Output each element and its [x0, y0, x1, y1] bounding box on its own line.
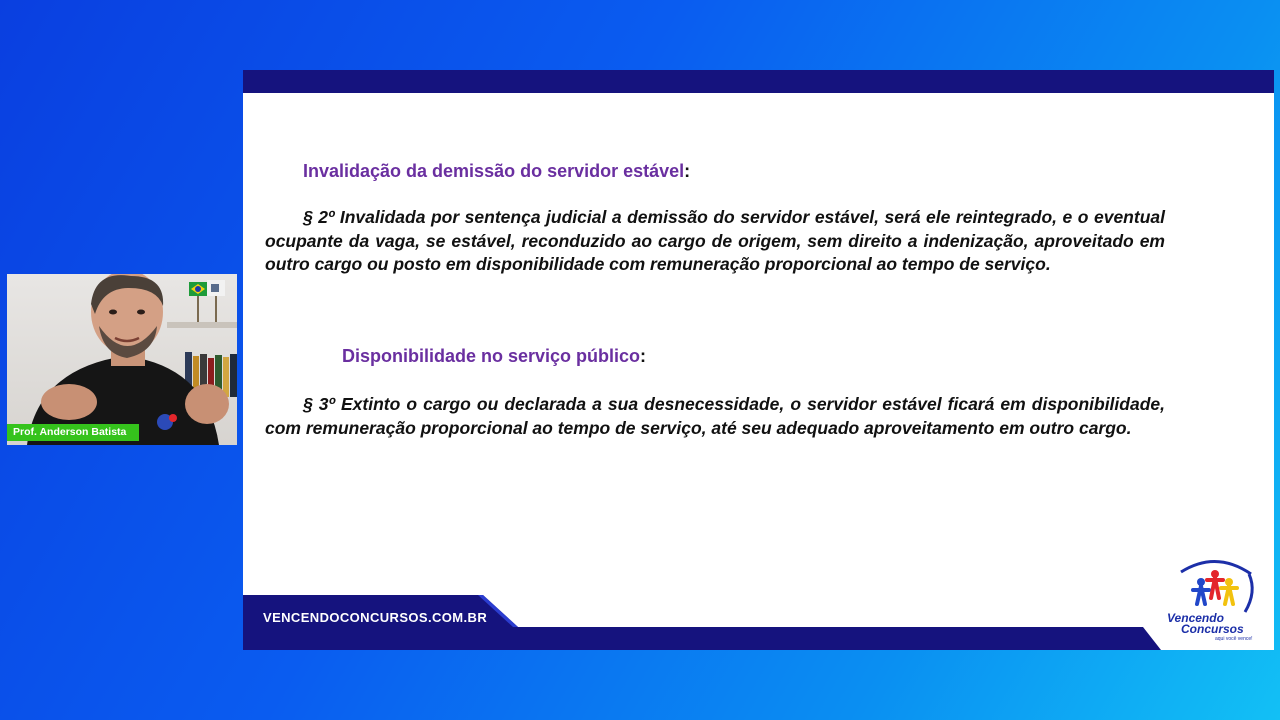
- slide-top-bar: [243, 70, 1274, 93]
- paragraph-2-text: § 2º Invalidada por sentença judicial a demissão do servidor estável, será ele reintegrado, e o eventual ocupante da vaga, se estável, reconduzido ao cargo de origem, sem direito a indenização, aproveitado em outro cargo ou posto em disponibilidade com remuneração proporcional ao tempo de serviço.: [265, 207, 1165, 274]
- paragraph-2: [265, 206, 1165, 277]
- logo-tagline: aqui você vence!: [1215, 636, 1253, 642]
- presentation-slide: [243, 70, 1274, 650]
- logo-line-2: Concursos: [1181, 622, 1244, 636]
- heading-invalidacao: [303, 161, 690, 182]
- footer-site-text: VENCENDOCONCURSOS.COM.BR: [263, 610, 488, 625]
- heading-disponibilidade: [342, 346, 646, 367]
- presenter-name-tag: Prof. Anderson Batista: [7, 424, 139, 441]
- heading-invalidacao-colon: :: [684, 161, 691, 181]
- logo-wordmark: [1167, 613, 1244, 635]
- heading-disponibilidade-text: Disponibilidade no serviço público: [342, 346, 641, 366]
- heading-invalidacao-text: Invalidação da demissão do servidor estável: [303, 161, 685, 181]
- webcam-feed: [7, 274, 237, 445]
- logo-line-1: Vencendo: [1167, 611, 1224, 625]
- presenter-avatar: [7, 274, 237, 445]
- heading-disponibilidade-colon: :: [640, 346, 647, 366]
- paragraph-3: [265, 393, 1165, 440]
- paragraph-3-text: § 3º Extinto o cargo ou declarada a sua desnecessidade, o servidor estável ficará em disponibilidade, com remuneração proporcional ao tempo de serviço, até seu adequado aproveitamento em outro cargo.: [265, 394, 1165, 438]
